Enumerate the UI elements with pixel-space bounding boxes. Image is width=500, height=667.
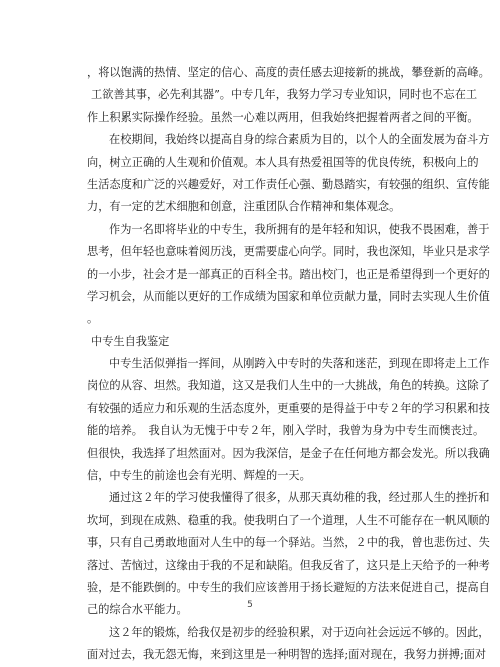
text-line: 作为一名即将毕业的中专生，我所拥有的是年轻和知识，使我不畏困难，善于 — [109, 222, 490, 236]
text-line: 工欲善其事，必先利其器”。中专几年，我努力学习专业知识，同时也不忘在工 — [91, 88, 478, 102]
text-line: 验，是不能跌倒的。中专生的我们应该善用于扬长避短的方法来促进自己，提高自 — [87, 580, 490, 594]
text-line: 向，树立正确的人生观和价值观。本人具有热爱祖国等的优良传统，积极向上的 — [87, 155, 479, 169]
text-line: 生活态度和广泛的兴趣爱好，对工作责任心强、勤恳踏实，有较强的组织、宣传能 — [87, 177, 490, 191]
text-line: 己的综合水平能力。 — [87, 603, 188, 617]
text-line: 的一小步，社会才是一部真正的百科全书。踏出校门，也正是希望得到一个更好的 — [87, 267, 490, 281]
text-line: 坎坷，到现在成熟、稳重的我。使我明白了一个道理，人生不可能存在一帆风顺的 — [87, 513, 490, 527]
text-line: 力，有一定的艺术细胞和创意，注重团队合作精神和集体观念。 — [87, 200, 401, 214]
text-line: 这２年的锻炼，给我仅是初步的经验积累，对于迈向社会远远不够的。因此， — [109, 625, 490, 639]
text-line: 事，只有自己勇敢地面对人生中的每一个驿站。当然，２中的我，曾也悲伤过、失 — [87, 536, 490, 550]
text-line: 在校期间，我始终以提高自身的综合素质为目的，以个人的全面发展为奋斗方 — [109, 133, 490, 147]
paragraph — [87, 62, 490, 129]
text-line: 有较强的适应力和乐观的生活态度外，更重要的是得益于中专２年的学习积累和技 — [87, 401, 490, 415]
text-line: 学习机会，从而能以更好的工作成绩为国家和单位贡献力量，同时去实现人生价值 — [87, 289, 490, 303]
text-line: 思考，但年轻也意味着阅历浅，更需要虚心向学。同时，我也深知，毕业只是求学 — [87, 245, 490, 259]
paragraph — [87, 353, 490, 487]
text-line: 能的培养。 我自认为无愧于中专２年，刚入学时，我曾为身为中专生而懊丧过。 — [87, 424, 485, 438]
text-line: 作上积累实际操作经验。虽然一心难以两用，但我始终把握着两者之间的平衡。 — [87, 110, 479, 124]
paragraph — [87, 622, 490, 667]
paragraph — [87, 219, 490, 331]
text-line: 中专生活似弹指一挥间，从刚跨入中专时的失落和迷茫，到现在即将走上工作 — [109, 357, 490, 371]
text-line: ，将以饱满的热情、坚定的信心、高度的责任感去迎接新的挑战，攀登新的高峰。 — [87, 66, 490, 79]
text-line: 落过、苦恼过，这缘由于我的不足和缺陷。但我反省了，这只是上天给予的一种考 — [87, 558, 490, 572]
text-line: 信，中专生的前途也会有光明、辉煌的一天。 — [87, 469, 311, 483]
text-line: 但很快，我选择了坦然面对。因为我深信，是金子在任何地方都会发光。所以我确 — [87, 446, 490, 460]
paragraph — [87, 129, 490, 219]
text-line: 面对过去，我无怨无悔，来到这里是一种明智的选择;面对现在，我努力拼搏;面对 — [87, 648, 487, 662]
text-line: 岗位的从容、坦然。我知道，这又是我们人生中的一大挑战，角色的转换。这除了 — [87, 379, 490, 393]
text-line: 。 — [87, 312, 99, 326]
page-number: 5 — [247, 600, 253, 610]
text-line: 通过这２年的学习使我懂得了很多，从那天真幼稚的我，经过那人生的挫折和 — [109, 491, 490, 505]
document-body — [87, 62, 490, 667]
section-heading: 中专生自我鉴定 — [91, 334, 170, 348]
